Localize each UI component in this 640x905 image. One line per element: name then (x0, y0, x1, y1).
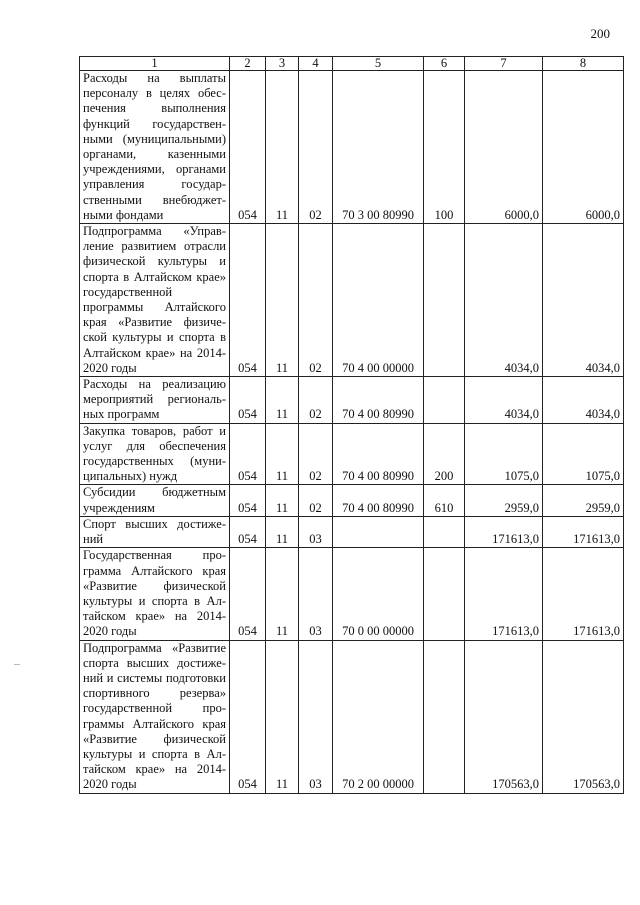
subsection-code: 03 (299, 516, 333, 547)
section-code: 11 (266, 224, 299, 377)
subsection-code: 02 (299, 71, 333, 224)
amount-col8: 4034,0 (543, 224, 624, 377)
table-row (80, 224, 624, 377)
header-cell: 2 (230, 57, 266, 71)
header-cell: 3 (266, 57, 299, 71)
target-article: 70 4 00 80990 (333, 485, 424, 516)
expense-type (424, 548, 465, 640)
header-row (80, 57, 624, 71)
amount-col7: 171613,0 (465, 548, 543, 640)
admin-code: 054 (230, 548, 266, 640)
row-name: Спорт высших достижений (80, 516, 230, 547)
table-row (80, 485, 624, 516)
row-name: Закупка товаров, работ и услуг для обеспечения государственных (муниципальных) нужд (80, 423, 230, 485)
row-name: Субсидии бюджетным учреждениям (80, 485, 230, 516)
target-article: 70 4 00 00000 (333, 224, 424, 377)
admin-code: 054 (230, 377, 266, 424)
budget-table (79, 56, 624, 794)
row-name: Расходы на выплаты персоналу в целях обеспечения выполнения функций государственными (муниципальными) органами, казенными учреждениями, органами управления государственными внебюджетными фондами (80, 71, 230, 224)
table-row (80, 71, 624, 224)
target-article: 70 3 00 80990 (333, 71, 424, 224)
admin-code: 054 (230, 423, 266, 485)
header-cell: 7 (465, 57, 543, 71)
expense-type (424, 640, 465, 793)
amount-col8: 4034,0 (543, 377, 624, 424)
header-cell: 1 (80, 57, 230, 71)
expense-type: 100 (424, 71, 465, 224)
row-name: Подпрограмма «Развитие спорта высших достижений и системы подготовки спортивного резерва» государственной программы Алтайского края «Развитие физической культуры и спорта в Алтайском крае» на 2014-2020 годы (80, 640, 230, 793)
amount-col8: 171613,0 (543, 516, 624, 547)
section-code: 11 (266, 640, 299, 793)
section-code: 11 (266, 71, 299, 224)
subsection-code: 02 (299, 224, 333, 377)
target-article (333, 516, 424, 547)
target-article: 70 0 00 00000 (333, 548, 424, 640)
amount-col8: 6000,0 (543, 71, 624, 224)
target-article: 70 4 00 80990 (333, 377, 424, 424)
expense-type (424, 377, 465, 424)
admin-code: 054 (230, 640, 266, 793)
page-number: 200 (590, 26, 610, 41)
amount-col7: 1075,0 (465, 423, 543, 485)
expense-type (424, 224, 465, 377)
section-code: 11 (266, 423, 299, 485)
amount-col7: 4034,0 (465, 377, 543, 424)
target-article: 70 4 00 80990 (333, 423, 424, 485)
amount-col7: 2959,0 (465, 485, 543, 516)
row-name: Государственная программа Алтайского края «Развитие физической культуры и спорта в Алтайском крае» на 2014-2020 годы (80, 548, 230, 640)
section-code: 11 (266, 485, 299, 516)
expense-type (424, 516, 465, 547)
admin-code: 054 (230, 224, 266, 377)
amount-col8: 2959,0 (543, 485, 624, 516)
amount-col7: 171613,0 (465, 516, 543, 547)
subsection-code: 02 (299, 423, 333, 485)
header-cell: 8 (543, 57, 624, 71)
admin-code: 054 (230, 71, 266, 224)
scan-mark (14, 664, 20, 665)
header-cell: 4 (299, 57, 333, 71)
amount-col7: 4034,0 (465, 224, 543, 377)
table-row (80, 377, 624, 424)
amount-col8: 1075,0 (543, 423, 624, 485)
row-name: Подпрограмма «Управление развитием отрасли физической культуры и спорта в Алтайском крае» государственной программы Алтайского края «Развитие физической культуры и спорта в Алтайском крае» на 2014-2020 годы (80, 224, 230, 377)
table-row (80, 548, 624, 640)
admin-code: 054 (230, 516, 266, 547)
admin-code: 054 (230, 485, 266, 516)
expense-type: 610 (424, 485, 465, 516)
amount-col7: 170563,0 (465, 640, 543, 793)
section-code: 11 (266, 516, 299, 547)
section-code: 11 (266, 548, 299, 640)
table-row (80, 516, 624, 547)
amount-col8: 170563,0 (543, 640, 624, 793)
subsection-code: 03 (299, 548, 333, 640)
header-cell: 5 (333, 57, 424, 71)
row-name: Расходы на реализацию мероприятий региональных программ (80, 377, 230, 424)
subsection-code: 02 (299, 485, 333, 516)
subsection-code: 02 (299, 377, 333, 424)
section-code: 11 (266, 377, 299, 424)
amount-col8: 171613,0 (543, 548, 624, 640)
header-cell: 6 (424, 57, 465, 71)
amount-col7: 6000,0 (465, 71, 543, 224)
subsection-code: 03 (299, 640, 333, 793)
target-article: 70 2 00 00000 (333, 640, 424, 793)
expense-type: 200 (424, 423, 465, 485)
table-row (80, 423, 624, 485)
table-row (80, 640, 624, 793)
